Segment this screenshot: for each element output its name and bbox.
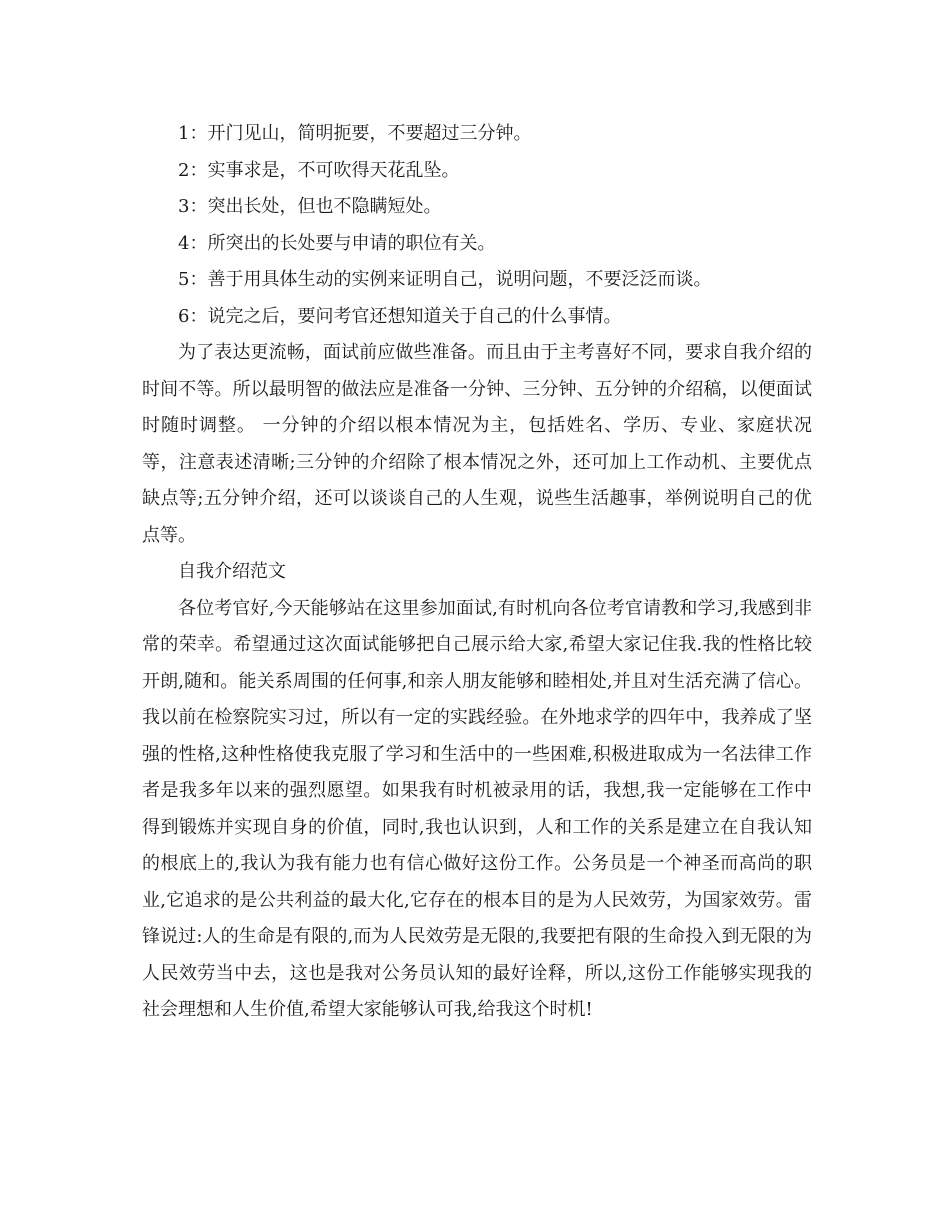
sample-heading: 自我介绍范文 <box>178 561 286 582</box>
tip-item-1: 1：开门见山，简明扼要，不要超过三分钟。 <box>178 123 532 144</box>
document-body <box>142 116 812 1029</box>
preparation-paragraph: 为了表达更流畅，面试前应做些准备。而且由于主考喜好不同，要求自我介绍的时间不等。所以最明智的做法应是准备一分钟、三分钟、五分钟的介绍稿，以便面试时随时调整。 一分钟的介绍以根本情况为主，包括姓名、学历、专业、家庭状况等，注意表述清晰;三分钟的介绍除了根本情况之外，还可加上工作动机、主要优点缺点等;五分钟介绍，还可以谈谈自己的人生观，说些生活趣事，举例说明自己的优点等。 <box>142 342 812 546</box>
tip-item-2: 2：实事求是，不可吹得天花乱坠。 <box>178 159 460 181</box>
sample-paragraph: 各位考官好,今天能够站在这里参加面试,有时机向各位考官请教和学习,我感到非常的荣幸。希望通过这次面试能够把自己展示给大家,希望大家记住我.我的性格比较开朗,随和。能关系周围的任何事,和亲人朋友能够和睦相处,并且对生活充满了信心。我以前在检察院实习过，所以有一定的实践经验。在外地求学的四年中，我养成了坚强的性格,这种性格使我克服了学习和生活中的一些困难,积极进取成为一名法律工作者是我多年以来的强烈愿望。如果我有时机被录用的话，我想,我一定能够在工作中得到锻炼并实现自身的价值，同时,我也认识到，人和工作的关系是建立在自我认知的根底上的,我认为我有能力也有信心做好这份工作。公务员是一个神圣而高尚的职业,它追求的是公共利益的最大化,它存在的根本目的是为人民效劳，为国家效劳。雷锋说过:人的生命是有限的,而为人民效劳是无限的,我要把有限的生命投入到无限的为人民效劳当中去，这也是我对公务员认知的最好诠释，所以,这份工作能够实现我的社会理想和人生价值,希望大家能够认可我,给我这个时机! <box>142 597 812 1020</box>
tip-item-5: 5：善于用具体生动的实例来证明自己，说明问题，不要泛泛而谈。 <box>178 269 712 290</box>
tip-item-6: 6：说完之后，要问考官还想知道关于自己的什么事情。 <box>178 305 622 327</box>
tip-item-3: 3：突出长处，但也不隐瞒短处。 <box>178 196 442 217</box>
tip-item-4: 4：所突出的长处要与申请的职位有关。 <box>178 232 496 254</box>
